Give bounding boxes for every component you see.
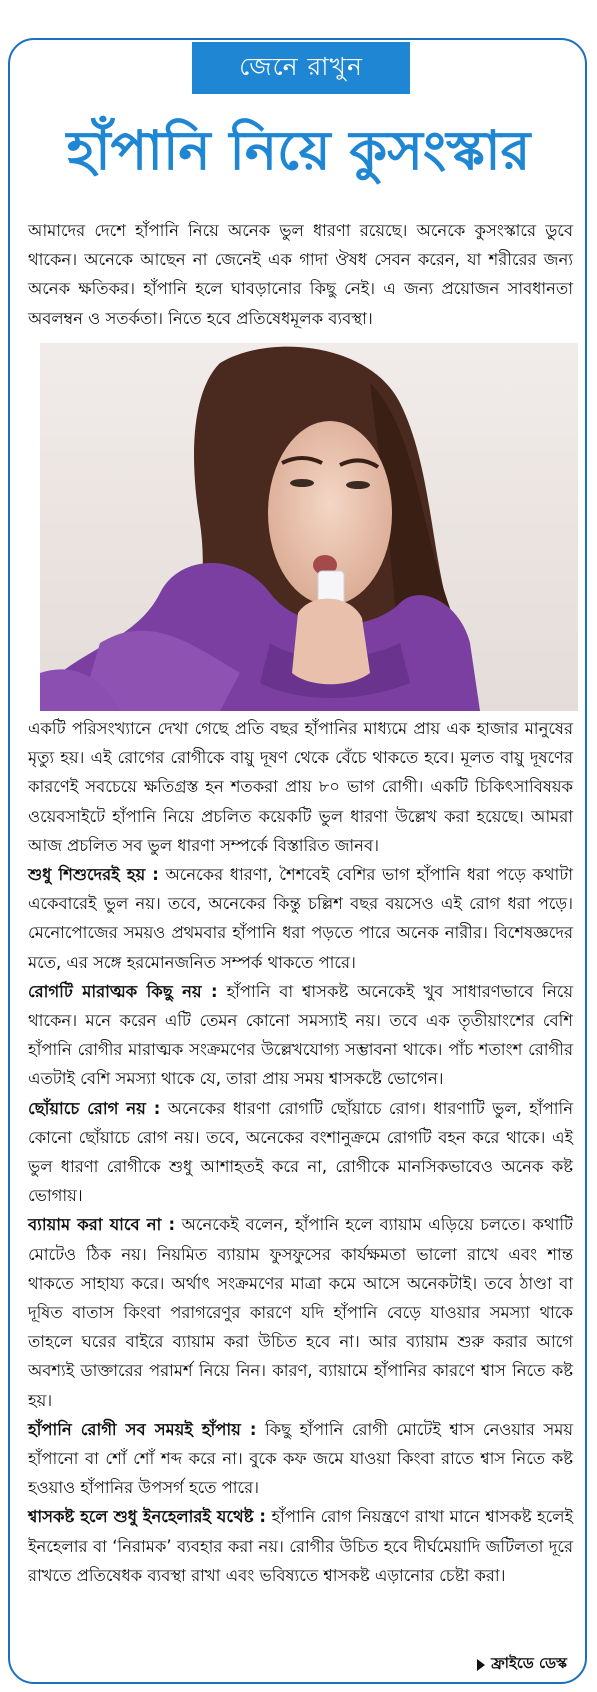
section-paragraph — [28, 977, 573, 1094]
section-text: হাঁপানি বা শ্বাসকষ্ট অনেকেই খুব সাধারণভাবে নিয়ে থাকেন। মনে করেন এটি তেমন কোনো সমস্যাই নয়। তবে এক তৃতীয়াংশের বেশি হাঁপানি রোগীর মারাত্মক সংক্রমণের উল্লেখযোগ্য সম্ভাবনা থাকে। পাঁচ শতাংশ রোগীর এতটাই বেশি সমস্যা থাকে যে, তারা প্রায় সময় শ্বাসকষ্টে ভোগেন। — [28, 981, 573, 1089]
section-lead: ছোঁয়াচে রোগ নয় : — [28, 1098, 161, 1118]
section-kicker: জেনে রাখুন — [239, 51, 363, 81]
section-text: অনেকের ধারণা, শৈশবেই বেশির ভাগ হাঁপানি ধরা পড়ে কথাটা একেবারেই ভুল নয়। তবে, অনেকের কিন্তু চল্লিশ বছর বয়সেও এই রোগ ধরা পড়ে। মেনোপোজের সময়ও প্রথমবার হাঁপানি ধরা পড়তে পারে অনেক নারীর। বিশেষজ্ঞদের মতে, এর সঙ্গে হরমোনজনিত সম্পর্ক থাকতে পারে। — [28, 865, 573, 972]
woman-coughing-photo — [40, 343, 578, 711]
section-text: অনেকেই বলেন, হাঁপানি হলে ব্যায়াম এড়িয়ে চলতে। কথাটি মোটেও ঠিক নয়। নিয়মিত ব্যায়াম ফুসফুসের কার্যক্ষমতা ভালো রাখে এবং শান্ত থাকতে সাহায্য করে। অর্থাৎ সংক্রমণের মাত্রা কমে আসে অনেকটাই। তবে ঠাণ্ডা বা দূষিত বাতাস কিংবা পরাগরেণুর কারণে যদি হাঁপানি বেড়ে যাওয়ার সমস্যা থাকে তাহলে ঘরের বাইরে ব্যায়াম করা উচিত হবে না। আর ব্যায়াম শুরু করার আগে অবশ্যই ডাক্তারের পরামর্শ নিয়ে নিন। কারণ, ব্যায়ামে হাঁপানির কারণে শ্বাস নিতে কষ্ট হয়। — [28, 1215, 573, 1410]
section-lead: রোগটি মারাত্মক কিছু নয় : — [28, 981, 218, 1001]
intro-text: আমাদের দেশে হাঁপানি নিয়ে অনেক ভুল ধারণা রয়েছে। অনেকে কুসংস্কারে ডুবে থাকেন। অনেকে আছেন না জেনেই এক গাদা ঔষধ সেবন করেন, যা শরীরের জন্য অনেক ক্ষতিকর। হাঁপানি হলে ঘাবড়ানোর কিছু নেই। এ জন্য প্রয়োজন সাবধানতা অবলম্বন ও সতর্কতা। নিতে হবে প্রতিষেধমূলক ব্যবস্থা। — [28, 221, 573, 328]
article-body — [28, 714, 573, 1590]
section-lead: শুধু শিশুদেরই হয় : — [28, 865, 159, 885]
section-text: হাঁপানি রোগ নিয়ন্ত্রণে রাখা মানে শ্বাসকষ্ট হলেই ইনহেলার বা ‘নিরামক’ ব্যবহার করা নয়। রোগীর উচিত হবে দীর্ঘমেয়াদি জটিলতা দূরে রাখতে প্রতিষেধক ব্যবস্থা রাখা এবং ভবিষ্যতে শ্বাসকষ্ট এড়ানোর চেষ্টা করা। — [28, 1507, 573, 1585]
section-lead: শ্বাসকষ্ট হলে শুধু ইনহেলারই যথেষ্ট : — [28, 1507, 266, 1527]
byline — [477, 1652, 567, 1677]
section-paragraph — [28, 1210, 573, 1414]
section-lead: হাঁপানি রোগী সব সময়ই হাঁপায় : — [28, 1419, 257, 1439]
section-kicker-box — [192, 42, 410, 94]
section-text: কিছু হাঁপানি রোগী মোটেই শ্বাস নেওয়ার সময় হাঁপানো বা শোঁ শোঁ শব্দ করে না। বুকে কফ জমে যাওয়া কিংবা রাতে শ্বাস নিতে কষ্ট হওয়াও হাঁপানির উপসর্গ হতে পারে। — [28, 1419, 573, 1498]
triangle-arrow-icon — [477, 1659, 485, 1671]
section-paragraph — [28, 1415, 573, 1503]
section-lead: ব্যায়াম করা যাবে না : — [28, 1215, 176, 1235]
section-paragraph — [28, 1094, 573, 1211]
section-text: অনেকের ধারণা রোগটি ছোঁয়াচে রোগ। ধারণাটি ভুল, হাঁপানি কোনো ছোঁয়াচে রোগ নয়। তবে, অনেকের বংশানুক্রমে রোগটি বহন করে থাকে। এই ভুল ধারণা রোগীকে শুধু আশাহতই করে না, রোগীকে মানসিকভাবেও অনেক কষ্ট ভোগায়। — [28, 1098, 573, 1206]
byline-text: ফ্রাইডে ডেস্ক — [491, 1654, 567, 1672]
body-intro: একটি পরিসংখ্যানে দেখা গেছে প্রতি বছর হাঁপানির মাধ্যমে প্রায় এক হাজার মানুষের মৃত্যু হয়। এই রোগের রোগীকে বায়ু দূষণ থেকে বেঁচে থাকতে হবে। মূলত বায়ু দূষণের কারণেই সবচেয়ে ক্ষতিগ্রস্ত হন শতকরা প্রায় ৮০ ভাগ রোগী। একটি চিকিৎসাবিষয়ক ওয়েবসাইটে হাঁপানি নিয়ে প্রচলিত কয়েকটি ভুল ধারণা উল্লেখ করা হয়েছে। আমরা আজ প্রচলিত সব ভুল ধারণা সম্পর্কে বিস্তারিত জানব। — [28, 719, 573, 855]
section-paragraph — [28, 1502, 573, 1590]
intro-paragraph — [28, 216, 573, 333]
section-paragraph — [28, 860, 573, 977]
headline: হাঁপানি নিয়ে কুসংস্কার — [66, 119, 531, 182]
